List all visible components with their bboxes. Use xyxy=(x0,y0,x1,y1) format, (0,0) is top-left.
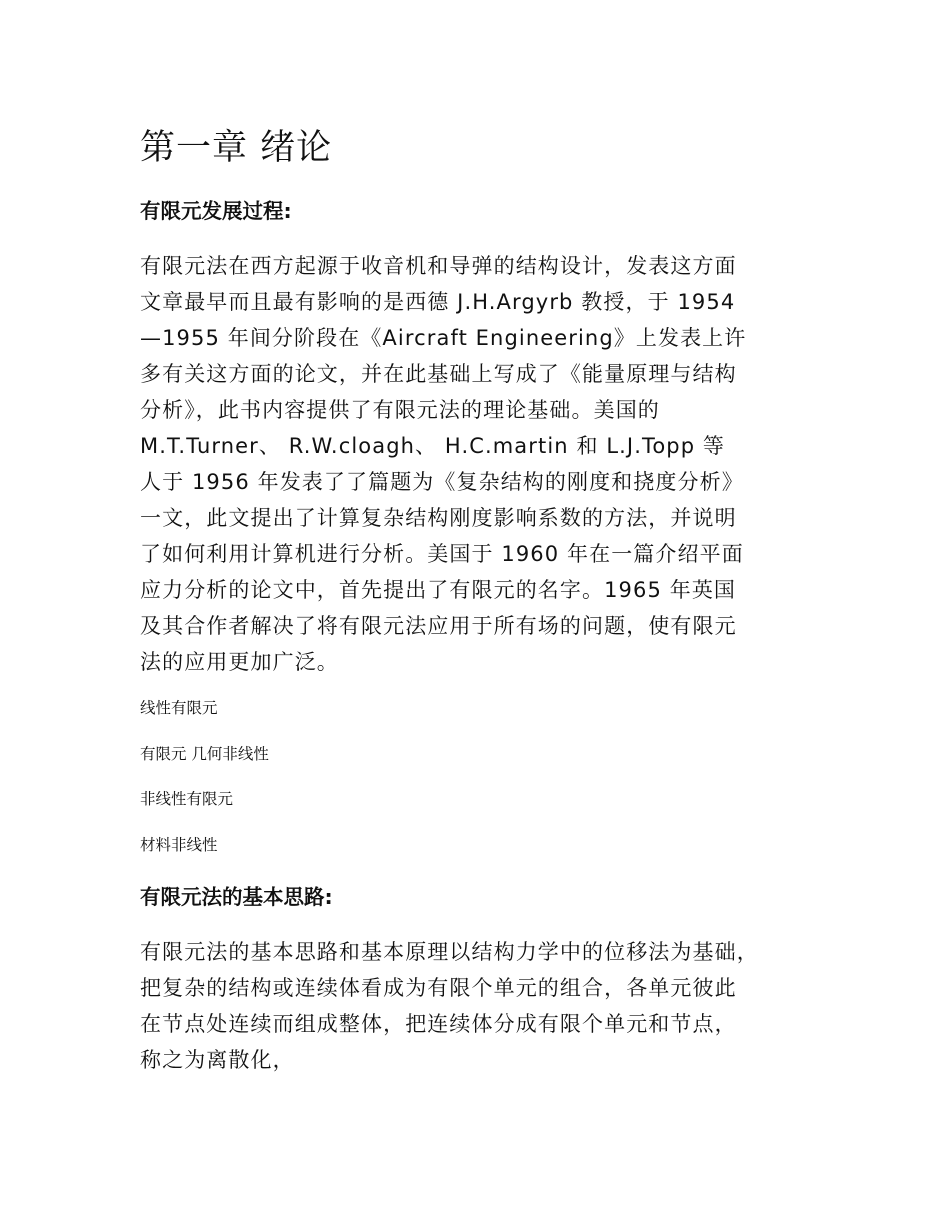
paragraph-development-history xyxy=(140,248,820,680)
paragraph-line: 有限元法的基本思路和基本原理以结构力学中的位移法为基础， xyxy=(140,940,759,964)
paragraph-line: 称之为离散化， xyxy=(140,1048,295,1072)
paragraph-line: 及其合作者解决了将有限元法应用于所有场的问题，使有限元 xyxy=(140,614,737,638)
paragraph-line: 法的应用更加广泛。 xyxy=(140,650,339,674)
classification-item-material-nonlinear: 材料非线性 xyxy=(140,836,218,854)
paragraph-line: 有限元法在西方起源于收音机和导弹的结构设计，发表这方面 xyxy=(140,254,737,278)
classification-item-nonlinear: 非线性有限元 xyxy=(140,790,234,808)
chapter-title: 第一章 绪论 xyxy=(140,128,333,168)
paragraph-line: 在节点处连续而组成整体，把连续体分成有限个单元和节点， xyxy=(140,1012,737,1036)
section-heading-basic-idea: 有限元法的基本思路: xyxy=(140,885,333,909)
paragraph-basic-idea xyxy=(140,934,820,1078)
paragraph-line: M.T.Turner、 R.W.cloagh、 H.C.martin 和 L.J.Topp 等 xyxy=(140,434,726,458)
paragraph-line: 了如何利用计算机进行分析。美国于 1960 年在一篇介绍平面 xyxy=(140,542,744,566)
paragraph-line: 分析》，此书内容提供了有限元法的理论基础。美国的 xyxy=(140,398,660,422)
paragraph-line: 文章最早而且最有影响的是西德 J.H.Argyrb 教授，于 1954 xyxy=(140,290,736,314)
classification-item-geometric-nonlinear: 有限元 几何非线性 xyxy=(140,745,269,763)
paragraph-line: 多有关这方面的论文，并在此基础上写成了《能量原理与结构 xyxy=(140,362,737,386)
paragraph-line: —1955 年间分阶段在《Aircraft Engineering》上发表上许 xyxy=(140,326,747,350)
paragraph-line: 应力分析的论文中，首先提出了有限元的名字。1965 年英国 xyxy=(140,578,737,602)
classification-item-linear: 线性有限元 xyxy=(140,699,218,717)
section-heading-development: 有限元发展过程: xyxy=(140,199,292,223)
paragraph-line: 一文，此文提出了计算复杂结构刚度影响系数的方法，并说明 xyxy=(140,506,737,530)
paragraph-line: 人于 1956 年发表了了篇题为《复杂结构的刚度和挠度分析》 xyxy=(140,470,744,494)
paragraph-line: 把复杂的结构或连续体看成为有限个单元的组合，各单元彼此 xyxy=(140,976,737,1000)
